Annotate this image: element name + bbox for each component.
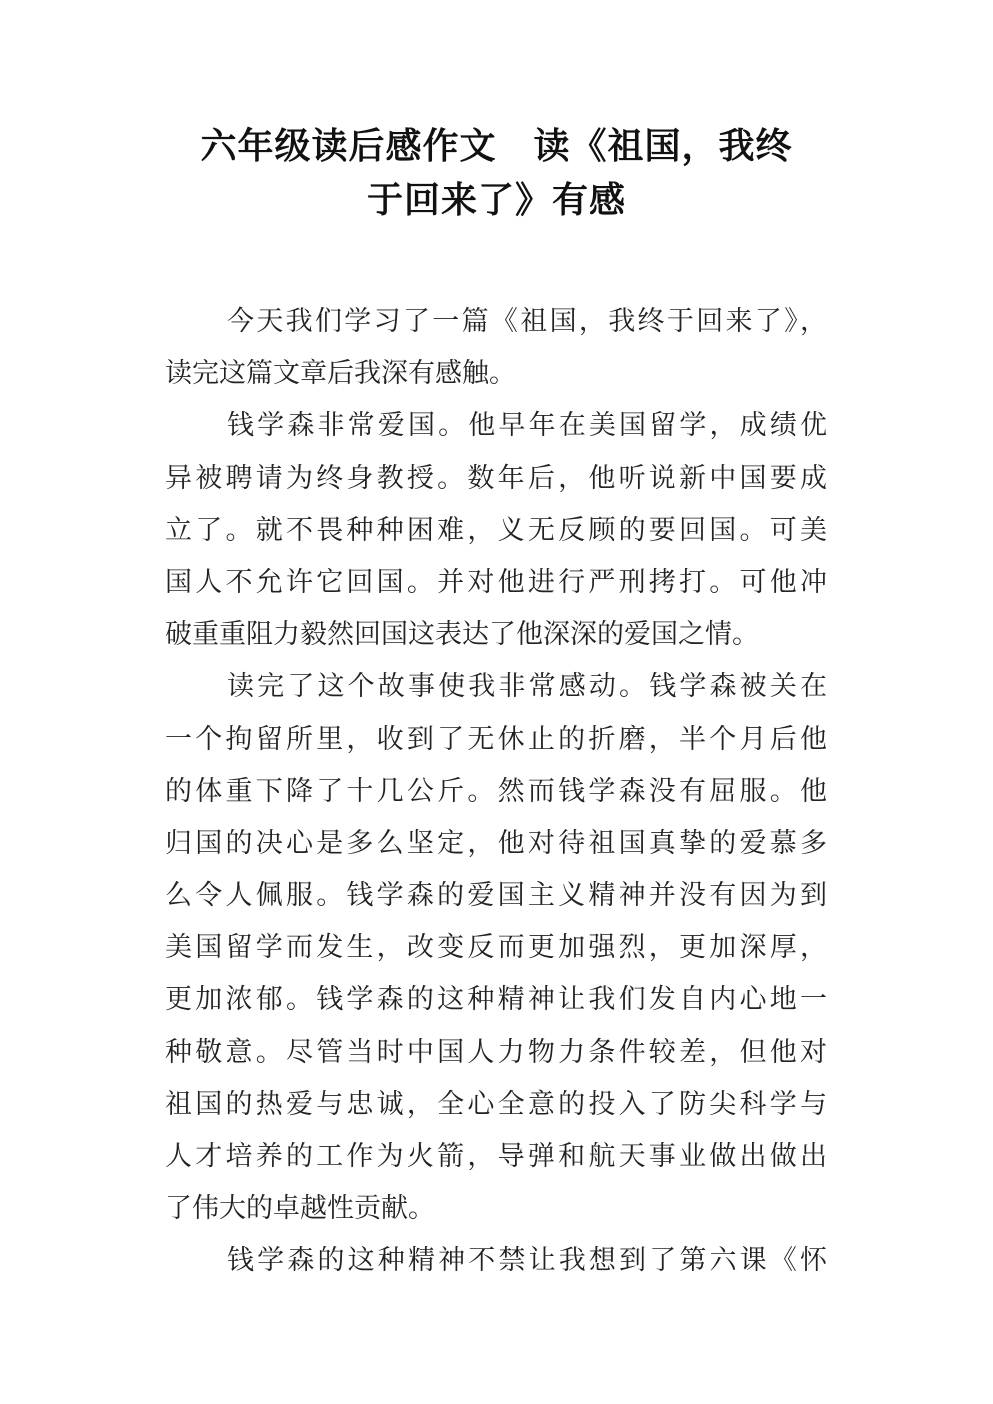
text-line: 人才培养的工作为火箭，导弹和航天事业做出做出 (165, 1141, 827, 1172)
text-line: 破重重阻力毅然回国这表达了他深深的爱国之情。 (165, 619, 759, 651)
text-line: 种敬意。尽管当时中国人力物力条件较差，但他对 (165, 1036, 827, 1068)
text-line: 了伟大的卓越性贡献。 (165, 1193, 435, 1225)
text-line: 立了。就不畏种种困难，义无反顾的要回国。可美 (165, 514, 827, 546)
text-line: 钱学森非常爱国。他早年在美国留学，成绩优 (227, 410, 827, 442)
text-line: 归国的决心是多么坚定，他对待祖国真挚的爱慕多 (165, 827, 827, 859)
text-line: 一个拘留所里，收到了无休止的折磨，半个月后他 (165, 723, 827, 755)
text-line: 的体重下降了十几公斤。然而钱学森没有屈服。他 (165, 775, 827, 807)
text-line: 读完这篇文章后我深有感触。 (165, 358, 516, 390)
text-line: 更加浓郁。钱学森的这种精神让我们发自内心地一 (165, 984, 827, 1016)
text-line: 美国留学而发生，改变反而更加强烈，更加深厚， (165, 932, 827, 964)
text-line: 国人不允许它回国。并对他进行严刑拷打。可他冲 (165, 566, 827, 598)
title-line: 于回来了》有感 (366, 180, 626, 221)
title-line: 六年级读后感作文 读《祖国，我终 (200, 126, 793, 167)
paragraph-1 (165, 296, 827, 400)
paragraph-3 (165, 661, 827, 1235)
paragraph-4 (165, 1235, 827, 1287)
text-line: 钱学森的这种精神不禁让我想到了第六课《怀 (227, 1245, 827, 1277)
text-line: 读完了这个故事使我非常感动。钱学森被关在 (227, 671, 827, 703)
text-line: 今天我们学习了一篇《祖国，我终于回来了》， (227, 306, 827, 337)
text-line: 异被聘请为终身教授。数年后，他听说新中国要成 (165, 462, 827, 494)
paragraph-2 (165, 400, 827, 661)
text-line: 么令人佩服。钱学森的爱国主义精神并没有因为到 (165, 880, 827, 912)
text-line: 祖国的热爱与忠诚，全心全意的投入了防尖科学与 (165, 1088, 827, 1120)
document-body (165, 296, 827, 1288)
document-title (150, 120, 843, 228)
